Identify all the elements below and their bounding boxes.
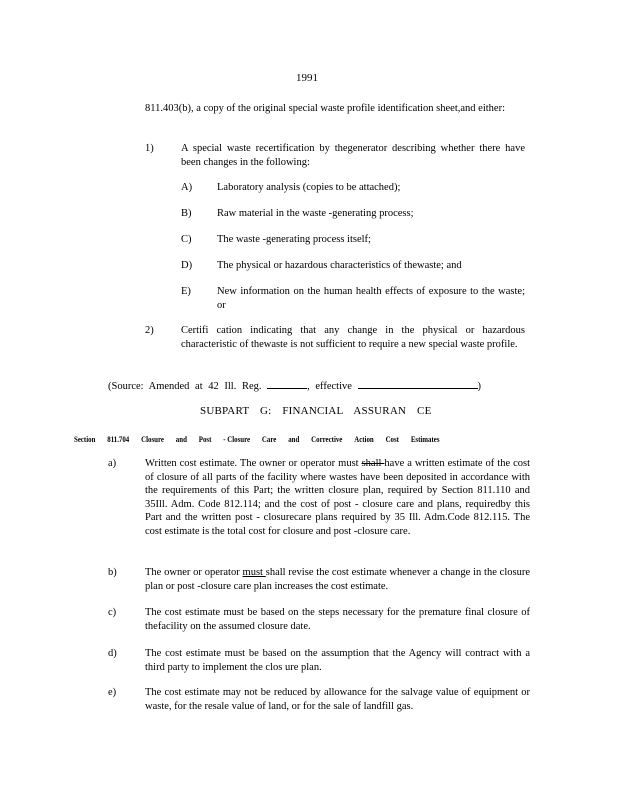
section-number: 811.704 <box>107 435 130 444</box>
sub-e-text: New information on the human health effects of exposure to the waste; or <box>217 286 525 311</box>
para-a-label: a) <box>108 458 117 469</box>
sub-b-label: B) <box>181 208 192 219</box>
item-1-text: A special waste recertification by thegenerator describing whether there have been changes in the following: <box>181 143 525 168</box>
source-prefix: (Source: Amended at 42 Ill. Reg. <box>108 381 262 392</box>
intro-paragraph: 811.403(b), a copy of the original special waste profile identification sheet,and either: <box>145 103 505 114</box>
heading-word: Cost <box>385 435 399 444</box>
heading-word: Care <box>261 435 277 444</box>
para-d-text: The cost estimate must be based on the assumption that the Agency will contract with a third party to implement the clos ure plan. <box>145 648 530 673</box>
sub-e-label: E) <box>181 286 191 297</box>
heading-word: Estimates <box>410 435 440 444</box>
para-a-text <box>145 457 530 538</box>
para-a-text-2: have a written estimate of the cost of closure of all parts of the facility where wastes have been deposited in accordance with the requirements of this Part; the written closure plan, required by Section 811.110 and 35Ill. Adm. Code 812.114; and the cost of post - closure care and plans, requiredby this Part and the written post - closurecare plans required by 35 Ill. Adm.Code 812.115. The cost estimate is the total cost for closure and post -closure care. <box>145 458 531 537</box>
subpart-heading: SUBPART G: FINANCIAL ASSURAN CE <box>200 405 432 417</box>
para-c-text: The cost estimate must be based on the steps necessary for the premature final closure of thefacility on the assumed closure date. <box>145 607 530 632</box>
heading-word: Corrective <box>311 435 343 444</box>
sub-a-label: A) <box>181 182 193 193</box>
para-b-text <box>145 566 530 593</box>
item-2-text: Certifi cation indicating that any change in the physical or hazardous characteristic of thewaste is not sufficient to require a new special waste profile. <box>181 325 525 350</box>
source-note <box>108 379 528 394</box>
heading-word: Action <box>354 435 374 444</box>
item-1-number: 1) <box>145 143 154 154</box>
heading-word: and <box>175 435 187 444</box>
para-b-text-1: The owner or operator <box>145 567 243 578</box>
sub-b-text: Raw material in the waste -generating process; <box>217 208 414 219</box>
register-blank <box>267 379 307 389</box>
heading-word: and <box>288 435 300 444</box>
section-word: Section <box>74 435 96 444</box>
para-e-label: e) <box>108 687 117 698</box>
para-d-label: d) <box>108 648 117 659</box>
heading-word: Post <box>198 435 212 444</box>
heading-word: Closure <box>141 435 164 444</box>
para-a-text-1: Written cost estimate. The owner or operator must <box>145 458 362 469</box>
struck-shall: shall <box>361 458 385 469</box>
sub-d-text: The physical or hazardous characteristics of thewaste; and <box>217 260 462 271</box>
underlined-must: must <box>242 567 266 578</box>
para-b-text-2: shall revise the cost estimate whenever a change in the closure plan or post -closure care plan increases the cost estimate. <box>145 567 530 592</box>
source-mid: , effective <box>307 381 352 392</box>
section-heading <box>74 433 440 447</box>
sub-c-label: C) <box>181 234 192 245</box>
para-c-label: c) <box>108 607 117 618</box>
sub-a-text: Laboratory analysis (copies to be attached); <box>217 182 401 193</box>
effective-date-blank <box>358 379 478 389</box>
item-2-number: 2) <box>145 325 154 336</box>
heading-word: - Closure <box>223 435 251 444</box>
source-suffix: ) <box>477 381 482 392</box>
page-number: 1991 <box>296 72 318 84</box>
sub-c-text: The waste -generating process itself; <box>217 234 371 245</box>
sub-d-label: D) <box>181 260 193 271</box>
para-b-label: b) <box>108 567 117 578</box>
para-e-text: The cost estimate may not be reduced by allowance for the salvage value of equipment or waste, for the resale value of land, or for the sale of landfill gas. <box>145 687 530 712</box>
